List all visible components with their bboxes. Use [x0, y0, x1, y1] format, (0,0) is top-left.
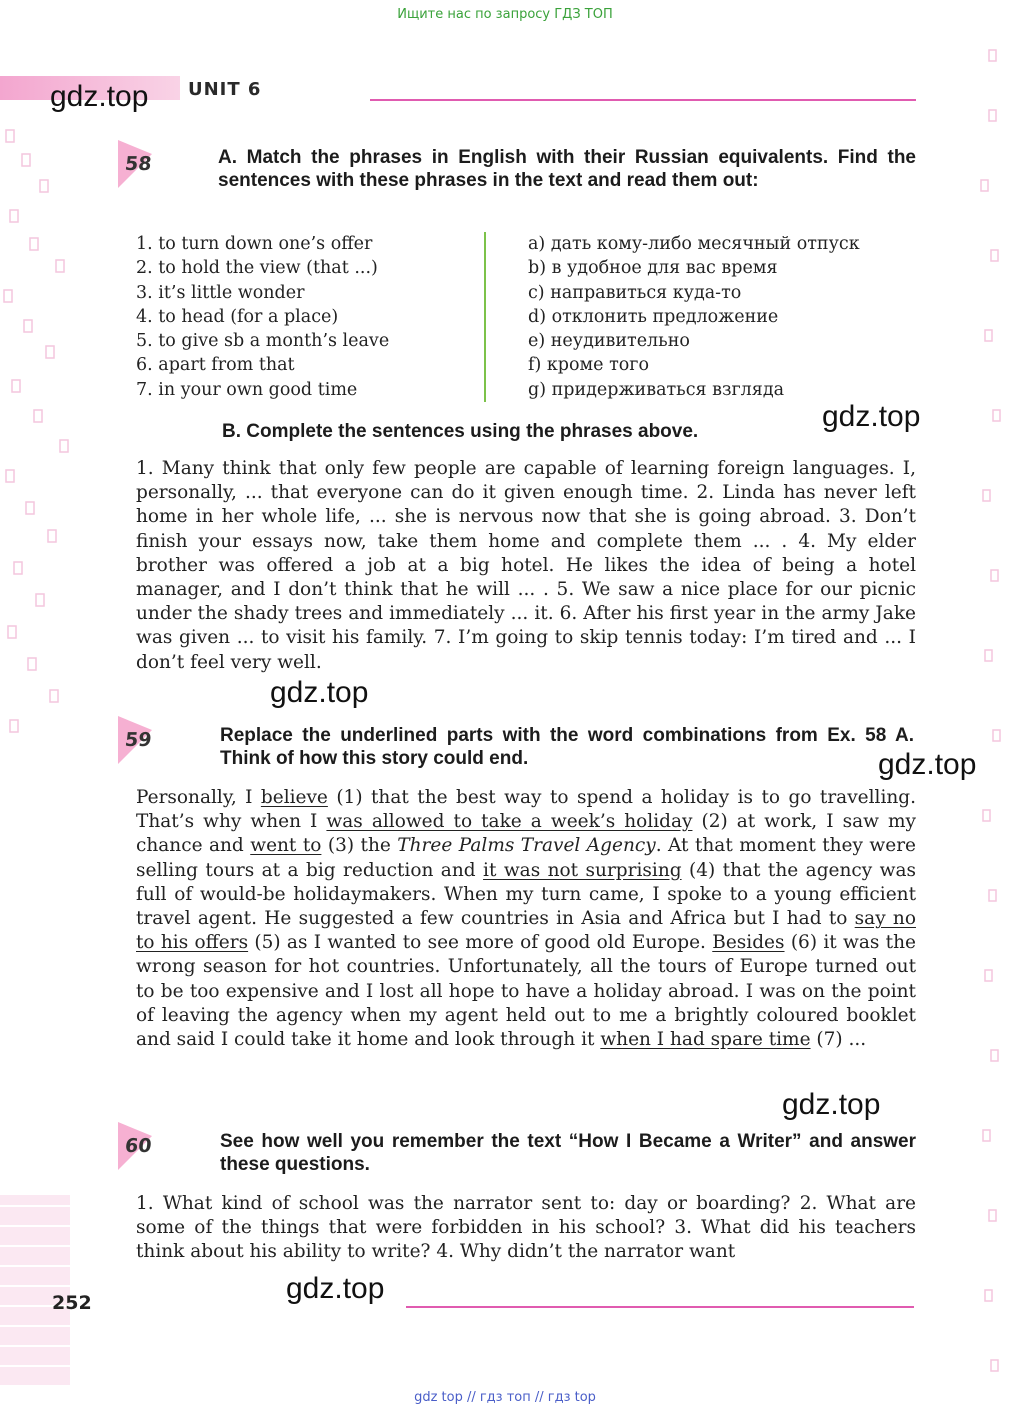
underlined-phrase: say no to his offers — [136, 908, 916, 954]
exercise-number: 58 — [123, 153, 153, 175]
story-text: (3) the — [321, 835, 398, 857]
list-item: 5. to give sb a month’s leave — [136, 331, 390, 352]
list-item: 6. apart from that — [136, 355, 295, 376]
ex60-questions: 1. What kind of school was the narrator sent to: day or boarding? 2. What are some of the things that were forbidden in his school? 3. What did his teachers think about his ability to write? 4. Why didn’t the narrator want — [136, 1193, 916, 1263]
agency-name: Three Palms Travel Agency — [397, 835, 656, 857]
list-item: 4. to head (for a place) — [136, 306, 339, 327]
watermark: gdz.top — [822, 400, 921, 433]
list-item: 2. to hold the view (that ...) — [136, 258, 378, 279]
watermark: gdz.top — [270, 676, 369, 709]
ex58-instruction-a: A. Match the phrases in English with their Russian equivalents. Find the sentences with these phrases in the text and read them out: — [218, 147, 916, 191]
list-item: c) направиться куда-то — [528, 282, 742, 303]
story-text: (7) ... — [810, 1029, 867, 1051]
page-number: 252 — [52, 1292, 92, 1314]
right-margin-pattern — [975, 30, 1010, 1390]
ex58-sentences: 1. Many think that only few people are capable of learning foreign languages. I, personally, ... that everyone can do it given enough time. 2. Linda has never left home in her whole life, ... she is nervous now that she is going abroad. 3. Don’t finish your essays now, take them home and complete them ... . 4. My elder brother was offered a job at a big hotel. He likes the idea of being a hotel manager, and I don’t think that he will ... . 5. We saw a nice place for our picnic under the shady trees and immediately ... it. 6. After his first year in the army Jake was given ... to visit his family. 7. I’m going to skip tennis today: I’m tired and ... I don’t feel very well. — [136, 458, 916, 673]
phrases-english-list — [136, 232, 389, 402]
left-margin-pattern — [0, 110, 120, 750]
underlined-phrase: Besides — [712, 932, 785, 954]
story-text: . At that moment they were selling tours at a big reduction and — [136, 835, 916, 881]
ex59-instruction: Replace the underlined parts with the word combinations from Ex. 58 A. Think of how this story could end. — [220, 725, 914, 769]
exercise-badge-59 — [118, 716, 152, 764]
ex58-instruction-b: B. Complete the sentences using the phrases above. — [222, 421, 699, 442]
list-item: f) кроме того — [528, 355, 649, 376]
story-text: Personally, I — [136, 787, 261, 808]
watermark: gdz.top — [286, 1272, 385, 1305]
bottom-note: gdz top // гдз топ // гдз top — [414, 1390, 596, 1405]
underlined-phrase: it was not surprising — [483, 859, 682, 881]
phrases-russian-list — [528, 232, 860, 402]
story-text: (6) it was the wrong season for hot countries. Unfortunately, all the tours of Europe turned out to be too expensive and I lost all hope to have a holiday abroad. I was on the point of leaving the agency when my agent held out to me a brightly coloured booklet and said I could take it home and look through it — [136, 932, 916, 1051]
underlined-phrase: when I had spare time — [600, 1029, 811, 1051]
ex60-instruction: See how well you remember the text “How I Became a Writer” and answer these questions. — [220, 1131, 916, 1175]
unit-label: UNIT 6 — [188, 79, 262, 100]
exercise-number: 59 — [123, 729, 153, 751]
story-text: (5) as I wanted to see more of good old Europe. — [248, 932, 713, 954]
corner-pink-pattern — [0, 1195, 70, 1385]
list-item: e) неудивительно — [528, 331, 690, 352]
list-item: d) отклонить предложение — [528, 306, 779, 327]
exercise-number: 60 — [123, 1135, 153, 1157]
watermark: gdz.top — [50, 80, 149, 113]
list-item: 1. to turn down one’s offer — [136, 234, 373, 254]
list-item: a) дать кому-либо месячный отпуск — [528, 234, 860, 254]
list-item: 3. it’s little wonder — [136, 282, 305, 303]
list-divider — [484, 232, 486, 402]
watermark: gdz.top — [782, 1088, 881, 1121]
exercise-badge-60 — [118, 1122, 152, 1170]
ex59-story — [136, 786, 916, 1052]
header-rule — [370, 99, 916, 101]
list-item: g) придерживаться взгляда — [528, 379, 785, 400]
story-text: (1) that the best way to spend a holiday is to go travelling. That’s why when I — [136, 787, 916, 833]
story-text: (2) at work, I saw my chance and — [136, 811, 916, 857]
exercise-badge-58 — [118, 140, 152, 188]
story-text: (4) that the agency was full of would-be holidaymakers. When my turn came, I spoke to a young efficient travel agent. He suggested a few countries in Asia and Africa but I had to — [136, 859, 917, 930]
underlined-phrase: believe — [260, 787, 328, 808]
top-search-note: Ищите нас по запросу ГДЗ ТОП — [397, 7, 613, 22]
footer-rule — [406, 1306, 914, 1308]
underlined-phrase: was allowed to take a week’s holiday — [326, 811, 693, 833]
watermark: gdz.top — [878, 748, 977, 781]
list-item: 7. in your own good time — [136, 379, 358, 400]
underlined-phrase: went to — [250, 835, 322, 857]
list-item: b) в удобное для вас время — [528, 258, 778, 279]
